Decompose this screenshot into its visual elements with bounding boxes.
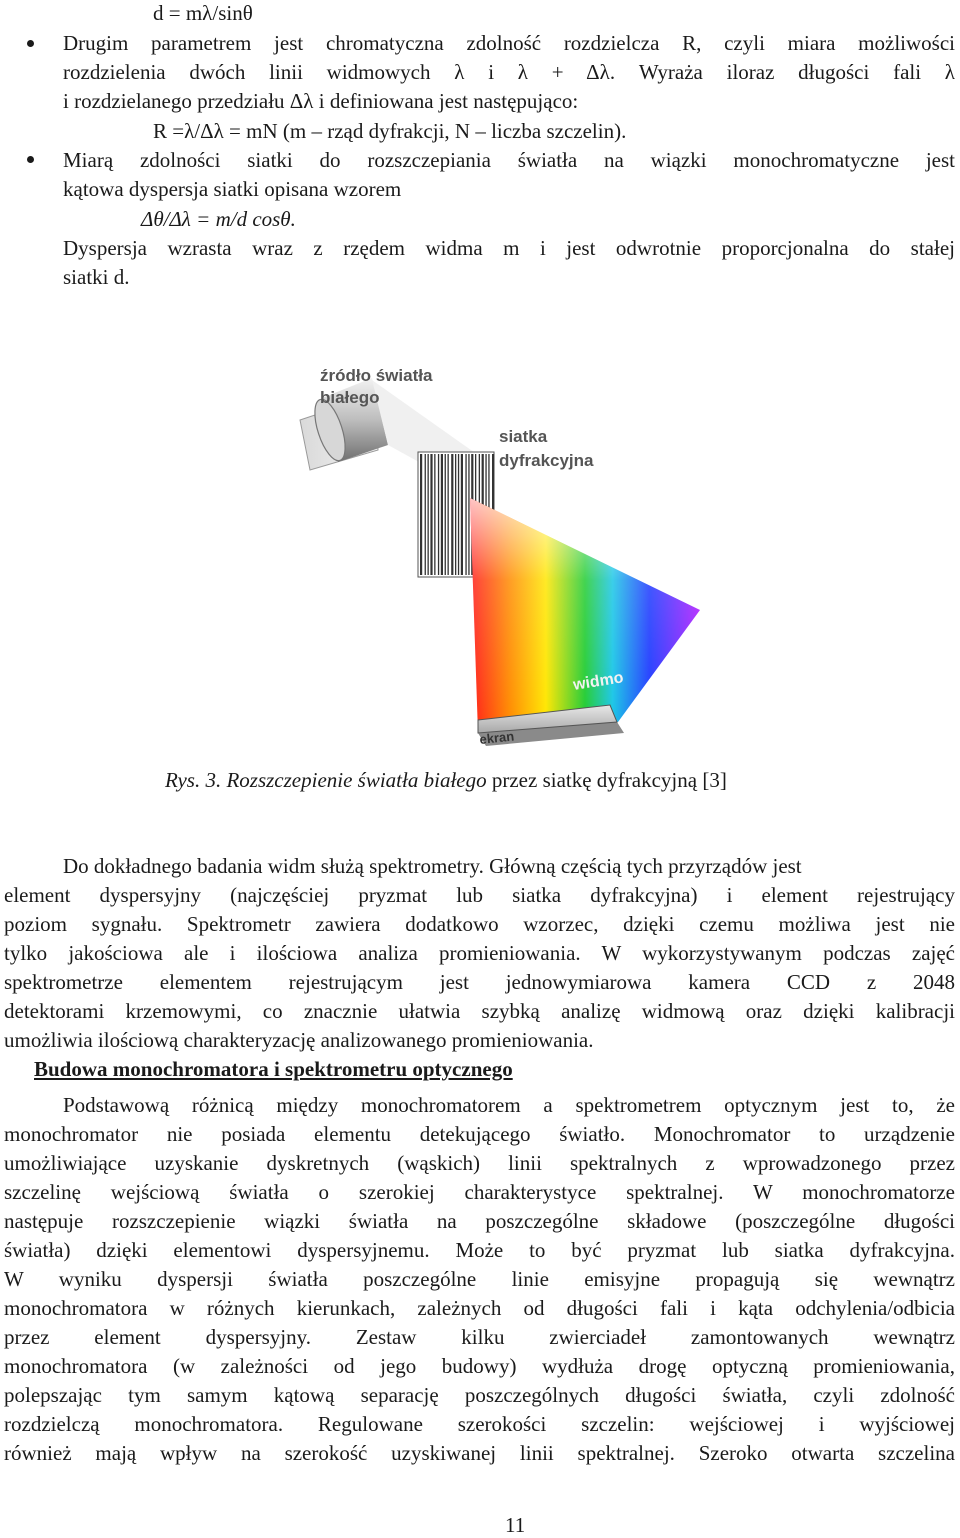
bullet2-after2: siatki d. (63, 265, 130, 289)
diffraction-figure (0, 0, 960, 760)
grating-slit (468, 454, 469, 575)
p1-line5: spektrometrze elementem rejestrującym jest jednowymiarowa kamera CCD z 2048 (4, 970, 955, 994)
label-grating-2: dyfrakcyjna (499, 451, 594, 470)
dispersion-formula: Δθ/Δλ = m/d cosθ. (141, 207, 296, 231)
p1-line1: Do dokładnego badania widm służą spektrometry. Główną częścią tych przyrządów jest (63, 854, 802, 878)
p2-line11: polepszając tym samym kątową separację poszczególnych długości światła, czyli zdolność (4, 1383, 955, 1407)
p2-line12: rozdzielczą monochromatora. Regulowane szerokości szczelin: wejściowej i wyjściowej (4, 1412, 955, 1436)
p1-line7: umożliwia ilościową charakteryzację analizowanego promieniowania. (4, 1028, 594, 1052)
caption-italic: Rozszczepienie światła białego (226, 768, 487, 792)
bullet1-line2: rozdzielenia dwóch linii widmowych λ i λ + Δλ. Wyraża iloraz długości fali λ (63, 60, 955, 84)
caption-rest: przez siatkę dyfrakcyjną [3] (491, 768, 727, 792)
p2-line13: również mają wpływ na szerokość uzyskiwanej linii spektralnej. Szeroko otwarta szczelina (4, 1441, 955, 1465)
section-heading: Budowa monochromatora i spektrometru optycznego (34, 1057, 513, 1081)
p2-line9: przez element dyspersyjny. Zestaw kilku zwierciadeł zamontowanych wewnątrz (4, 1325, 955, 1349)
formula-d: d = mλ/sinθ (153, 1, 253, 25)
grating-slit (455, 454, 456, 575)
label-grating-1: siatka (499, 427, 548, 446)
label-spectrum: widmo (571, 669, 625, 694)
p2-line8: monochromatora w różnych kierunkach, zależnych od długości fali i kąta odchylenia/odbicia (4, 1296, 955, 1320)
p2-line10: monochromatora (w zależności od jego budowy) wydłuża drogę optyczną promieniowania, (4, 1354, 955, 1378)
p2-line6: światła) dzięki elementowi dyspersyjnemu. Może to być pryzmat lub siatka dyfrakcyjna. (4, 1238, 955, 1262)
p2-line7: W wyniku dyspersji światła poszczególne linie emisyjne propagują się wewnątrz (4, 1267, 955, 1291)
caption-number: Rys. 3. (165, 768, 222, 792)
bullet1-line3: i rozdzielanego przedziału Δλ i definiowana jest następująco: (63, 89, 579, 113)
grating-slit (458, 454, 459, 575)
bullet2-line2: kątowa dyspersja siatki opisana wzorem (63, 177, 402, 201)
p2-line1: Podstawową różnicą między monochromatorem a spektrometrem optycznym jest to, że (63, 1093, 955, 1117)
p2-line4: szczelinę wejściową światła o szerokiej charakterystyce spektralnej. W monochromatorze (4, 1180, 955, 1204)
p1-line2: element dyspersyjny (najczęściej pryzmat lub siatka dyfrakcyjna) i element rejestrujący (4, 883, 955, 907)
figure-caption (165, 767, 727, 793)
grating-slit (420, 454, 422, 575)
grating-slit (428, 454, 429, 575)
p1-line4: tylko jakościowa ale i ilościowa analiza promieniowania. W wykorzystywanym podczas zajęć (4, 941, 955, 965)
p1-line3: poziom sygnału. Spektrometr zawiera dodatkowo wzorzec, dzięki czemu możliwa jest nie (4, 912, 955, 936)
p1-line6: detektorami krzemowymi, co znacznie ułatwia szybką analizę widmową oraz dzięki kalibracji (4, 999, 955, 1023)
bullet1-line1: Drugim parametrem jest chromatyczna zdolność rozdzielcza R, czyli miara możliwości (63, 31, 955, 55)
grating-slit (430, 454, 432, 575)
bullet2-line1: Miarą zdolności siatki do rozszczepiania światła na wiązki monochromatyczne jest (63, 148, 955, 172)
resolving-power-formula: R =λ/Δλ = mN (m – rząd dyfrakcji, N – liczba szczelin). (153, 119, 627, 143)
grating-slit (461, 454, 463, 575)
spectrum-fan (470, 498, 700, 733)
grating-slit (438, 454, 439, 575)
p2-line5: następuje rozszczepienie wiązki światła na poszczególne składowe (poszczególne długości (4, 1209, 955, 1233)
label-source-2: białego (320, 388, 380, 407)
bullet2-after1: Dyspersja wzrasta wraz z rzędem widma m i jest odwrotnie proporcjonalna do stałej (63, 236, 955, 260)
p2-line3: umożliwiające uzyskanie dyskretnych (wąskich) linii spektralnych z wprowadzonego przez (4, 1151, 955, 1175)
grating-slit (448, 454, 449, 575)
grating-slit (441, 454, 443, 575)
page-number: 11 (505, 1513, 526, 1537)
grating-slit (445, 454, 446, 575)
grating-slit (451, 454, 453, 575)
grating-slit (434, 454, 435, 575)
grating-slit (465, 454, 466, 575)
label-screen: ekran (478, 728, 515, 747)
grating-slit (425, 454, 426, 575)
label-source-1: źródło światła (320, 366, 433, 385)
p2-line2: monochromator nie posiada elementu detekującego światło. Monochromator to urządzenie (4, 1122, 955, 1146)
